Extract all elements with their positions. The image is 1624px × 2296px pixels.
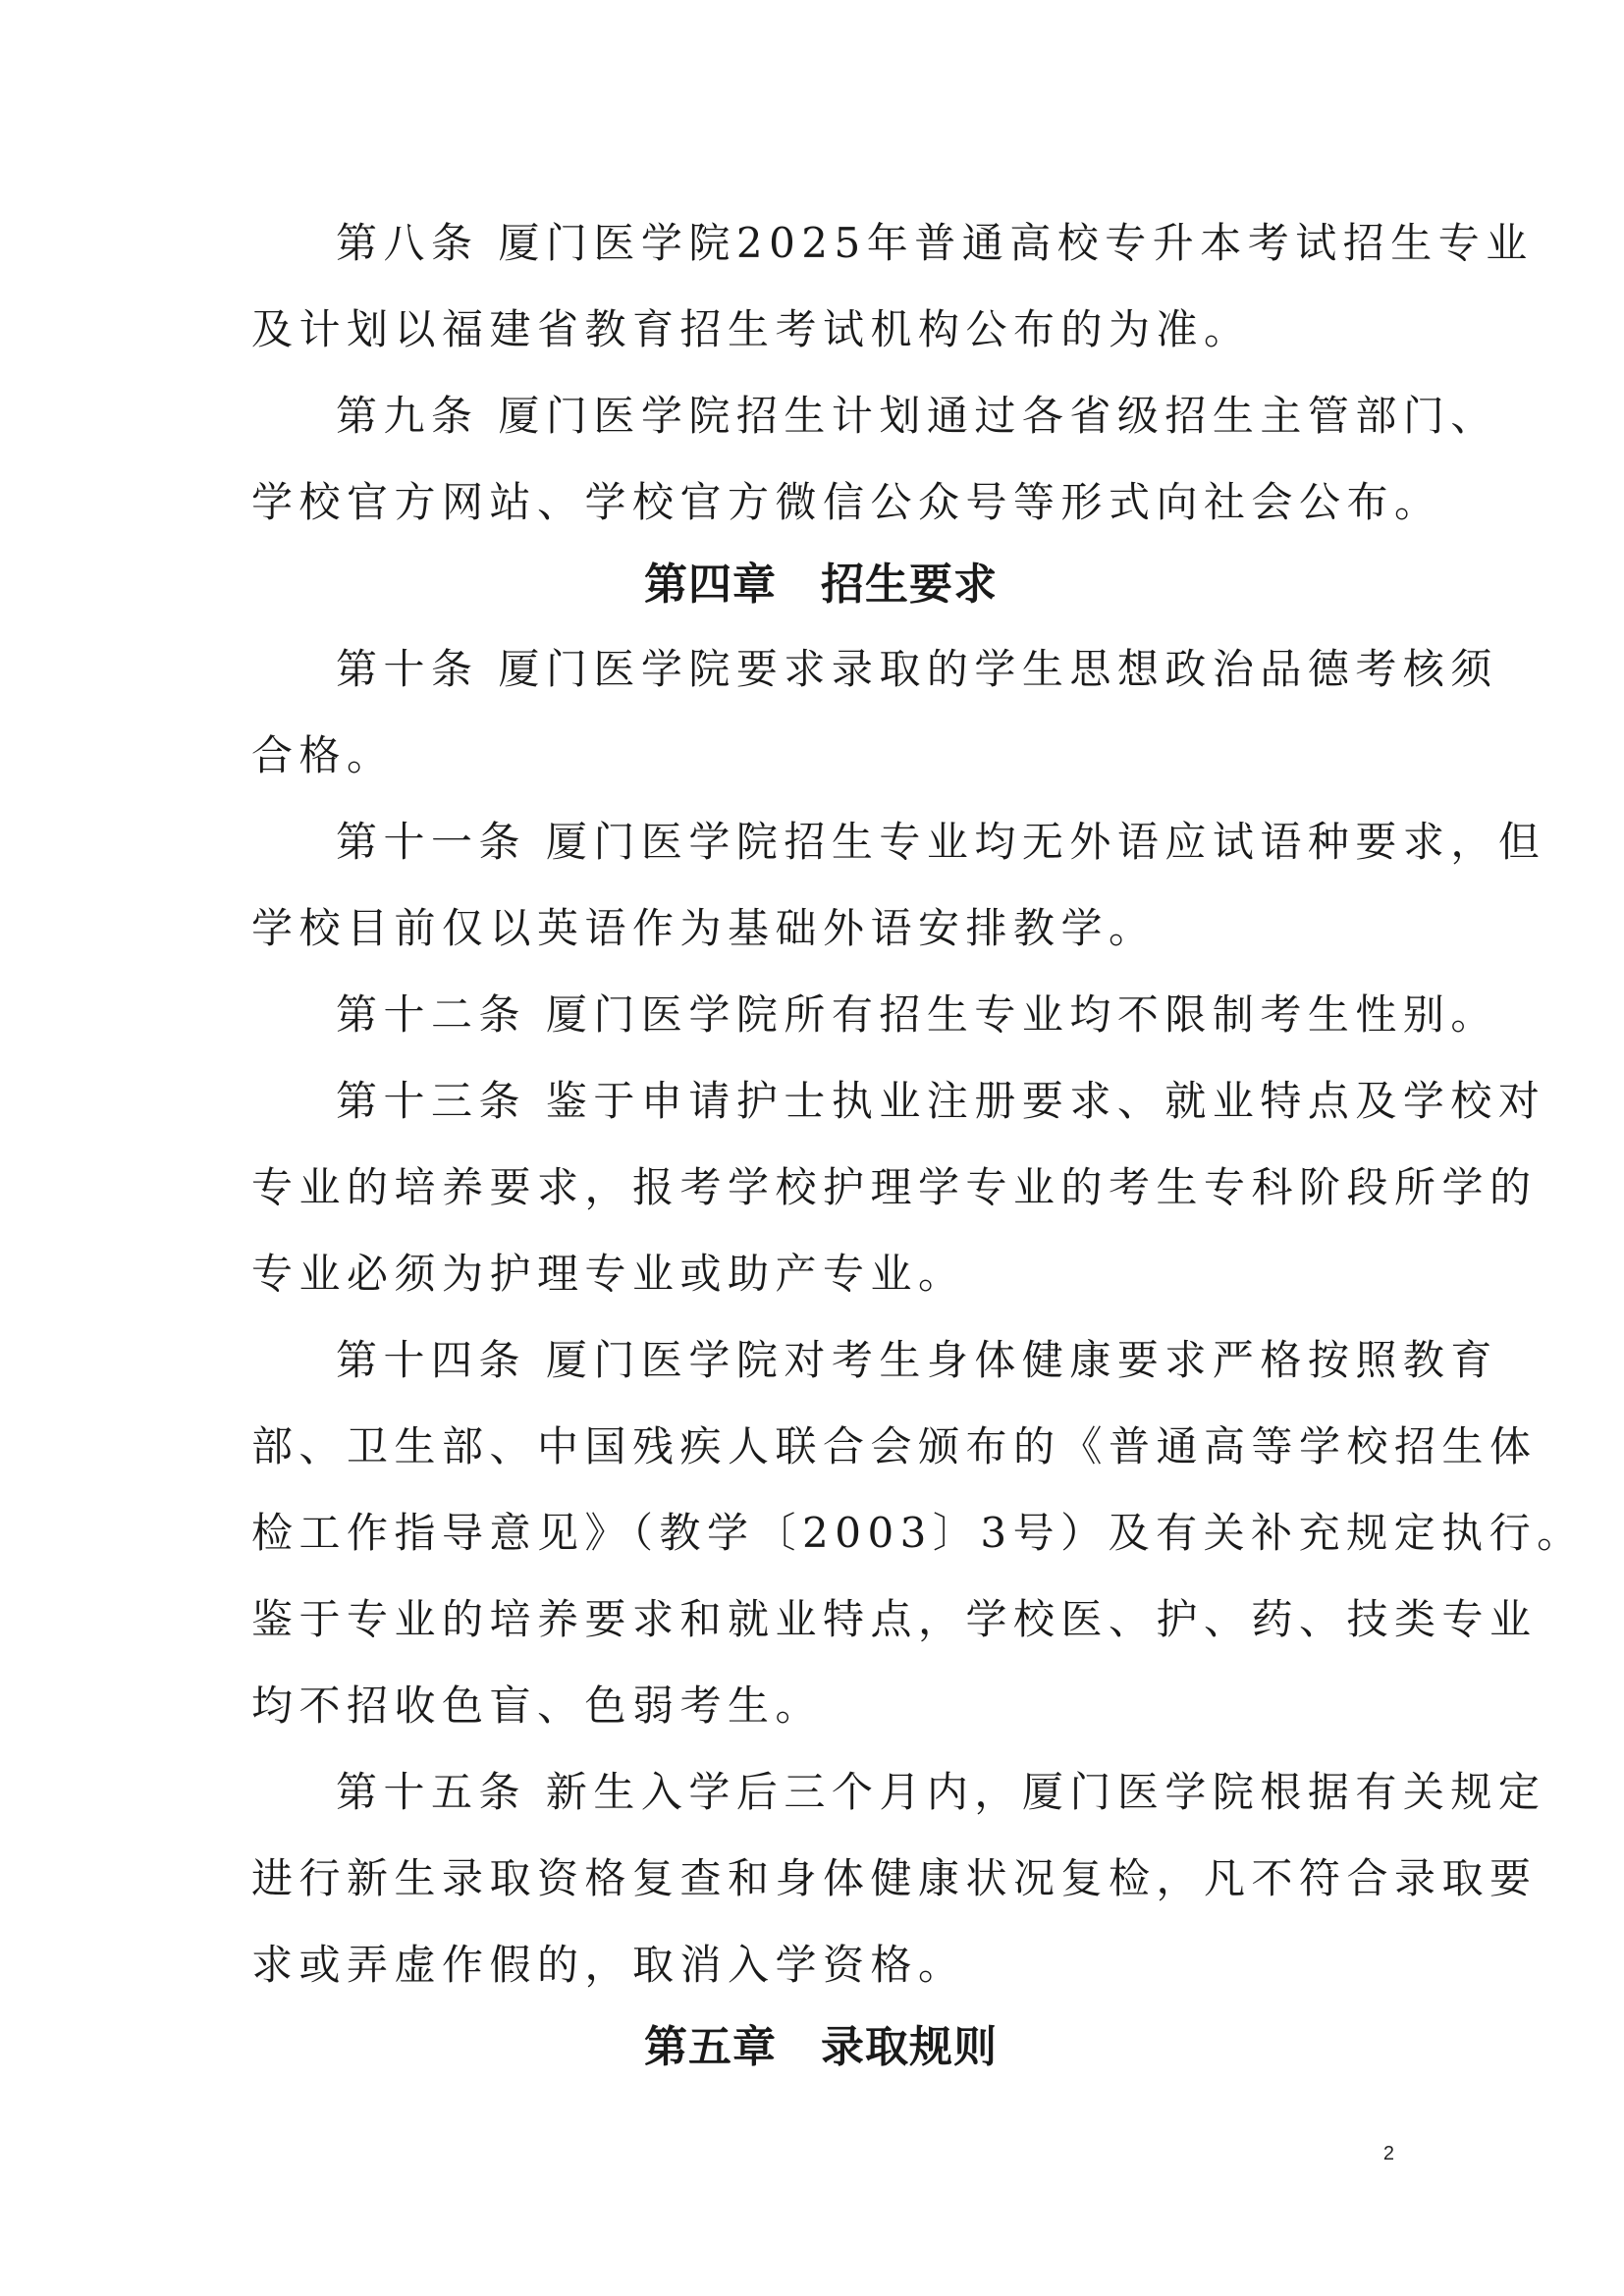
article-14-line-3: 检工作指导意见》（教学〔2003〕3号）及有关补充规定执行。 [251, 1509, 1585, 1557]
article-15-line-2: 进行新生录取资格复查和身体健康状况复检，凡不符合录取要 [251, 1854, 1538, 1902]
article-11-line-2: 学校目前仅以英语作为基础外语安排教学。 [251, 904, 1157, 952]
article-11-line-1: 第十一条 厦门医学院招生专业均无外语应试语种要求，但 [336, 818, 1546, 866]
page-number: 2 [1382, 2143, 1394, 2164]
article-15-line-3: 求或弄虚作假的，取消入学资格。 [251, 1941, 966, 1989]
article-8-line-2: 及计划以福建省教育招生考试机构公布的为准。 [251, 305, 1252, 353]
article-10-line-1: 第十条 厦门医学院要求录取的学生思想政治品德考核须 [336, 645, 1498, 693]
article-10-line-2: 合格。 [251, 731, 395, 779]
article-14-line-2: 部、卫生部、中国残疾人联合会颁布的《普通高等学校招生体 [251, 1422, 1538, 1470]
chapter-4-heading: 第四章 招生要求 [644, 560, 998, 610]
article-13-line-2: 专业的培养要求，报考学校护理学专业的考生专科阶段所学的 [251, 1163, 1538, 1211]
article-14-line-4: 鉴于专业的培养要求和就业特点，学校医、护、药、技类专业 [251, 1595, 1538, 1643]
article-13-line-3: 专业必须为护理专业或助产专业。 [251, 1250, 966, 1298]
article-9-line-1: 第九条 厦门医学院招生计划通过各省级招生主管部门、 [336, 392, 1498, 440]
article-12-line-1: 第十二条 厦门医学院所有招生专业均不限制考生性别。 [336, 990, 1498, 1039]
chapter-5-heading: 第五章 录取规则 [644, 2022, 998, 2072]
article-13-line-1: 第十三条 鉴于申请护士执业注册要求、就业特点及学校对 [336, 1077, 1546, 1125]
article-9-line-2: 学校官方网站、学校官方微信公众号等形式向社会公布。 [251, 478, 1442, 526]
article-15-line-1: 第十五条 新生入学后三个月内，厦门医学院根据有关规定 [336, 1768, 1546, 1816]
article-8-line-1: 第八条 厦门医学院2025年普通高校专升本考试招生专业 [336, 219, 1534, 267]
article-14-line-5: 均不招收色盲、色弱考生。 [251, 1682, 824, 1730]
article-14-line-1: 第十四条 厦门医学院对考生身体健康要求严格按照教育 [336, 1336, 1498, 1384]
